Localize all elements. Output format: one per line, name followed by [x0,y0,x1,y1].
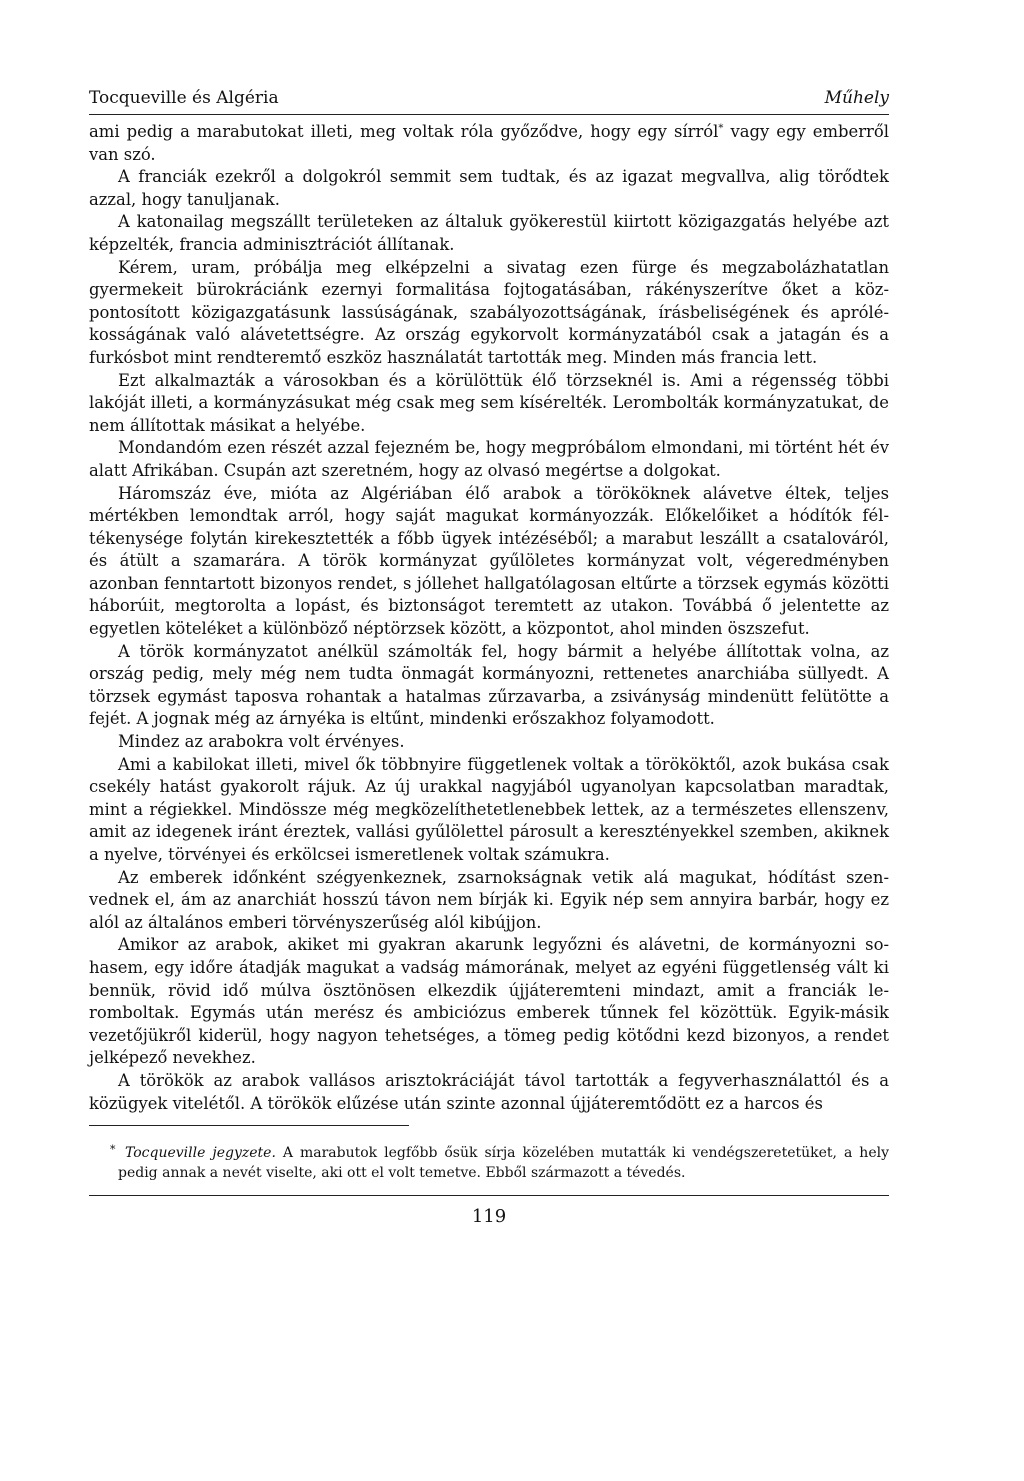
paragraph: Amikor az arabok, akiket mi gyakran akarunk legyőzni és alávetni, de kormányozni sohasem, egy időre átadják magukat a vadság mámorának, melyet az egyéni függetlenség vált ki bennük, rövid idő múlva ösztönösen elkezdik újjáteremteni mindazt, amit a franciák leromboltak. Egymás után merész és ambiciózus emberek tűnnek fel közöttük. Egyik-másik vezetőjükről kiderül, hogy nagyon tehetséges, a tömeg pedig kötődni kezd bizonyos, a rendet jelképező nevekhez. [89,935,889,1068]
paragraph: A katonailag megszállt területeken az általuk gyökerestül kiirtott közigazgatás helyébe azt képzelték, francia adminisztrációt állítanak. [89,212,889,254]
running-head-section: Műhely [824,88,889,108]
footnote-text: A marabutok legfőbb ősük sírja közelében mutatták ki vendégszeretetüket, a hely pedig annak a nevét viselte, aki ott el volt temetve. Ebből származott a tévedés. [118,1145,889,1182]
paragraph: Az emberek időnként szégyenkeznek, zsarnokságnak vetik alá magukat, hódítást szenvednek el, ám az anarchiát hosszú távon nem bírják ki. Egyik nép sem annyira barbár, hogy ez alól az általános emberi törvényszerűség alól kibújjon. [89,867,889,932]
paragraph: Ezt alkalmazták a városokban és a körülöttük élő törzseknél is. Ami a régensség többi lakóját illeti, a kormányzásukat még csak meg sem kísérelték. Lerombolták kormányzatukat, de nem állítottak másikat a helyébe. [89,370,889,435]
body-text [89,121,889,1115]
footnote-label: Tocqueville jegyzete. [124,1145,276,1162]
paragraph: Háromszáz éve, mióta az Algériában élő arabok a törököknek alávetve éltek, teljes mértékben lemondtak arról, hogy saját magukat kormányozzák. Előkelőiket a hódítók féltékenysége folytán kirekesztették a főbb ügyek intézéséből; a marabut leszállt a csatalováról, és átült a szamarára. A török kormányzat gyűlöletes kormányzat volt, végeredményben azonban fenntartott bizonyos rendet, s jóllehet hallgatólagosan eltűrte a törzsek egymás közötti háborúit, megtorolta a lopást, és biztonságot teremtett az utakon. Továbbá ő jelentette az egyetlen köteléket a különböző néptörzsek között, a központot, ahol minden öszszefut. [89,483,889,639]
footnote-marker: * [110,1143,116,1157]
paragraph: A török kormányzatot anélkül számolták fel, hogy bármit a helyébe állítottak volna, az ország pedig, mely még nem tudta önmagát kormányozni, rettenetes anarchiába süllyedt. A törzsek egymást taposva rohantak a hatalmas zűrzavarba, a zsiványság mindenütt felütötte a fejét. A jognak még az árnyéka is eltűnt, mindenki erőszakhoz folyamodott. [89,641,889,729]
running-head [89,84,889,115]
running-head-title: Tocqueville és Algéria [89,88,279,108]
paragraph: Mondandóm ezen részét azzal fejezném be, hogy megpróbálom elmondani, mi történt hét év alatt Afrikában. Csupán azt szeretném, hogy az olvasó megértse a dolgokat. [89,438,889,480]
footnote [89,1140,889,1183]
paragraph-text: ami pedig a marabutokat illeti, meg voltak róla győződve, hogy egy sírról [89,122,719,141]
paragraph: Mindez az arabokra volt érvényes. [118,732,405,752]
paragraph: A törökök az arabok vallásos arisztokráciáját távol tartották a fegyverhasználattól és a közügyek vitelétől. A törökök elűzése után szinte azonnal újjáteremtődött ez a harcos és [89,1070,889,1113]
page-number: 119 [471,1206,507,1228]
paragraph: Kérem, uram, próbálja meg elképzelni a sivatag ezen fürge és megzabolázhatatlan gyermekeit bürokráciánk ezernyi formalitása fojtogatásában, rákényszerítve őket a központosított közigazgatásunk lassúságának, szabályozottságának, írásbeliségének és aprólékosságának való alávetettségre. Az ország egykorvolt kormányzatából csak a jatagán és a furkósbot mint rendteremtő eszköz használatát tartották meg. Minden más francia lett. [89,257,889,367]
paragraph: A franciák ezekről a dolgokról semmit sem tudtak, és az igazat megvallva, alig törődtek azzal, hogy tanuljanak. [89,167,889,209]
footnote-divider [89,1125,409,1126]
bottom-divider [89,1195,889,1196]
footnote-marker: * [718,123,724,134]
paragraph [89,121,889,166]
paragraph-text: vagy egy emberről van szó. [89,122,889,164]
paragraph: Ami a kabilokat illeti, mivel ők többnyire függetlenek voltak a törököktől, azok bukása csak csekély hatást gyakorolt rájuk. Az új urakkal nagyjából ugyanolyan kapcsolatban maradtak, mint a régiekkel. Mindössze még megközelíthetetlenebbek lettek, az a természetes ellenszenv, amit az idegenek iránt éreztek, vallási gyűlölettel párosult a keresztényekkel szemben, akiknek a nyelve, törvényei és erkölcsei ismeretlenek voltak számukra. [89,754,889,864]
page [89,84,889,1227]
